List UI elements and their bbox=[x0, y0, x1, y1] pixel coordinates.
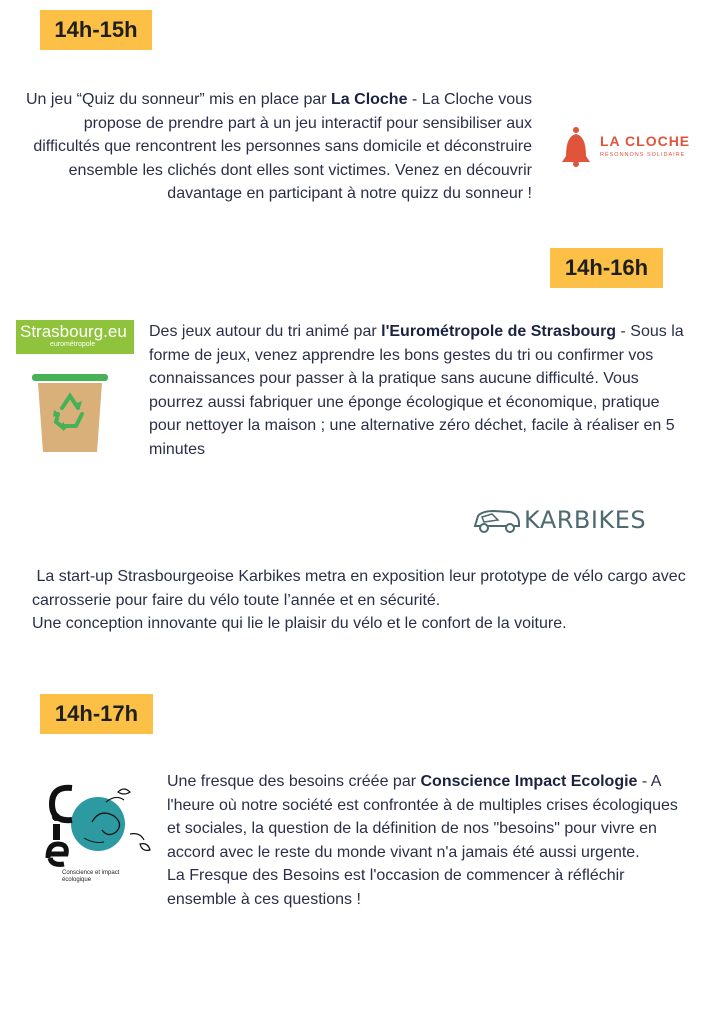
time-badge-14h-15h: 14h-15h bbox=[40, 10, 152, 50]
karbikes-logo bbox=[472, 506, 672, 536]
la-cloche-text-1: Un jeu “Quiz du sonneur” mis en place par bbox=[25, 91, 332, 108]
cie-emblem-icon bbox=[44, 782, 164, 872]
karbikes-text-2: Une conception innovante qui lie le plaisir du vélo et le confort de la voiture. bbox=[32, 615, 567, 632]
cie-text-2: - A l'heure où notre société est confrontée à de multiples crises écologiques et sociales, la question de la définition de nos "besoins" pour vivre en accord avec le reste du monde vivant n'a jamais été aussi urgente. bbox=[167, 773, 678, 861]
karbikes-description bbox=[32, 565, 692, 636]
recycling-bin-icon bbox=[32, 374, 108, 454]
eurometropole-text-2: - Sous la forme de jeux, venez apprendre les bons gestes du tri ou confirmer vos connaissances pour passer à la pratique sans aucune difficulté. Vous pourrez aussi fabriquer une éponge écologique et économique, pratique pour nettoyer la maison ; une alternative zéro déchet, facile à réaliser en 5 minutes bbox=[149, 323, 684, 458]
eurometropole-description bbox=[149, 320, 689, 461]
la-cloche-org: La Cloche bbox=[331, 91, 408, 108]
karbikes-logo-text: KARBIKES bbox=[524, 506, 647, 534]
la-cloche-logo-subtitle: RÉSONNONS SOLIDAIRE bbox=[600, 152, 686, 158]
la-cloche-logo-title: LA CLOCHE bbox=[600, 133, 691, 149]
time-badge-14h-16h: 14h-16h bbox=[550, 248, 663, 288]
strasbourg-logo-text: Strasbourg.eu bbox=[20, 322, 127, 341]
cie-paragraph-2: La Fresque des Besoins est l'occasion de commencer à réfléchir ensemble à ces questions ! bbox=[167, 867, 625, 908]
time-badge-14h-17h: 14h-17h bbox=[40, 694, 153, 734]
cie-logo-caption: Conscience et impact écologique bbox=[62, 870, 120, 883]
eurometropole-org: l'Eurométropole de Strasbourg bbox=[381, 323, 617, 340]
cie-description bbox=[167, 770, 687, 911]
cargo-bike-icon bbox=[472, 508, 522, 534]
cie-org: Conscience Impact Ecologie bbox=[420, 773, 638, 790]
conscience-impact-ecologie-logo bbox=[44, 782, 164, 882]
cie-text-1: Une fresque des besoins créée par bbox=[167, 773, 421, 790]
bell-icon bbox=[558, 126, 594, 168]
la-cloche-text-2: - La Cloche vous propose de prendre part à un jeu interactif pour sensibiliser aux difficultés que rencontrent les personnes sans domicile et déconstruire ensemble les clichés dont elles sont victimes. Venez en découvrir davantage en participant à notre quizz du sonneur ! bbox=[33, 91, 532, 202]
karbikes-text-1: La start-up Strasbourgeoise Karbikes metra en exposition leur prototype de vélo cargo avec carrosserie pour faire du vélo toute l’année et en sécurité. bbox=[32, 568, 691, 609]
eurometropole-text-1: Des jeux autour du tri animé par bbox=[149, 323, 382, 340]
la-cloche-description bbox=[20, 88, 532, 206]
strasbourg-eu-logo bbox=[16, 320, 134, 354]
strasbourg-logo-subtext: eurométropole bbox=[50, 341, 96, 348]
cie-paragraph-1 bbox=[167, 770, 687, 864]
la-cloche-logo bbox=[556, 124, 696, 168]
